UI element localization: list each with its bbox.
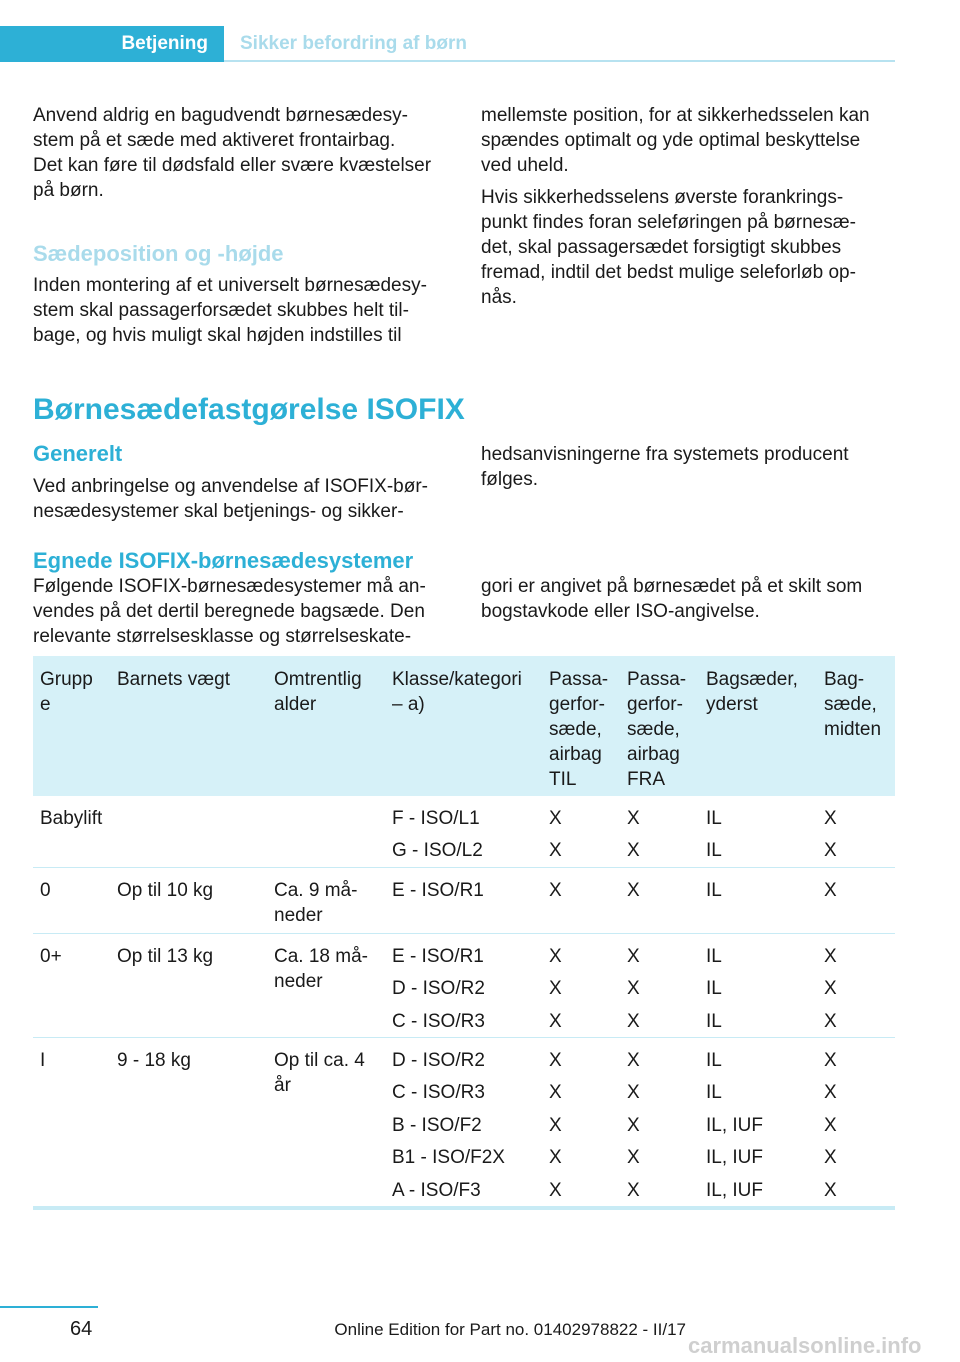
cell-age — [274, 878, 357, 928]
cell-line: X — [824, 1179, 837, 1201]
cell-line: IL — [706, 1010, 722, 1032]
cell-line: IL, IUF — [706, 1147, 764, 1169]
cell-line: D - ISO/R2 — [392, 1050, 485, 1071]
text-line: Inden montering af et universelt børnesædesy- — [33, 275, 427, 296]
header-line: – a) — [392, 694, 425, 715]
text-line: Anvend aldrig en bagudvendt børnesædesy- — [33, 105, 408, 126]
header-line: sæde, — [824, 694, 877, 715]
cell-front-off — [627, 944, 640, 1041]
suitable-systems-paragraph-cont — [481, 574, 896, 624]
cell-line: X — [549, 1010, 562, 1032]
cell-line: B - ISO/F2 — [392, 1114, 482, 1136]
cell-line: D - ISO/R2 — [392, 978, 485, 1000]
cell-line: X — [549, 808, 562, 829]
table-header — [33, 656, 895, 796]
cell-line: IL, IUF — [706, 1179, 764, 1201]
text-line: gori er angivet på børnesædet på et skilt som — [481, 576, 863, 597]
general-heading: Generelt — [33, 441, 123, 466]
site-watermark: carmanualsonline.info — [688, 1333, 922, 1358]
cell-line: X — [627, 1114, 640, 1136]
header-line: airbag — [627, 744, 680, 765]
header-line: Passa- — [627, 669, 687, 690]
text-line: bogstavkode eller ISO-angivelse. — [481, 601, 760, 622]
general-paragraph-cont — [481, 442, 896, 492]
text-line: følges. — [481, 469, 539, 490]
header-age — [274, 667, 362, 717]
cell-line: Op til ca. 4 — [274, 1050, 365, 1071]
cell-group: 0+ — [40, 946, 62, 967]
footer-rule — [0, 1306, 98, 1308]
isofix-table — [33, 656, 895, 1208]
header-line: Barnets vægt — [117, 669, 230, 690]
cell-weight: Op til 13 kg — [117, 946, 214, 967]
cell-line: X — [824, 1010, 837, 1032]
cell-front-on — [549, 944, 562, 1041]
cell-line: C - ISO/R3 — [392, 1082, 485, 1104]
header-line: Bag- — [824, 669, 865, 690]
header-line: Passa- — [549, 669, 609, 690]
header-front-airbag-on — [549, 667, 608, 792]
header-line: alder — [274, 694, 317, 715]
cell-line: X — [627, 1010, 640, 1032]
cell-rear-middle — [824, 944, 837, 1041]
header-group — [40, 667, 93, 717]
cell-line: A - ISO/F3 — [392, 1179, 481, 1201]
text-line: Ved anbringelse og anvendelse af ISOFIX-bør- — [33, 476, 429, 497]
cell-front-on — [549, 806, 562, 871]
cell-line: X — [627, 808, 640, 829]
text-line: Hvis sikkerhedsselens øverste forankrings- — [481, 187, 844, 208]
cell-age — [274, 944, 368, 994]
header-line: sæde, — [549, 719, 602, 740]
text-line: nesædesystemer skal betjenings- og sikker- — [33, 501, 404, 522]
cell-line: X — [549, 1147, 562, 1169]
header-front-airbag-off — [627, 667, 686, 792]
header-line: e — [40, 694, 51, 715]
cell-line: X — [627, 1147, 640, 1169]
header-line: Omtrentlig — [274, 669, 362, 690]
cell-rear-outer — [706, 944, 722, 1041]
cell-front-off — [627, 1048, 640, 1210]
text-line: relevante størrelsesklasse og størrelseskate- — [33, 626, 412, 647]
cell-line: X — [824, 808, 837, 829]
cell-line: C - ISO/R3 — [392, 1010, 485, 1032]
seat-position-paragraph — [33, 273, 453, 348]
cell-line: X — [824, 1082, 837, 1104]
cell-class — [392, 1048, 505, 1210]
table-row — [33, 868, 895, 934]
cell-line: X — [627, 1082, 640, 1104]
text-line: vendes på det dertil beregnede bagsæde. Den — [33, 601, 425, 622]
text-line: mellemste position, for at sikkerhedsselen kan — [481, 105, 870, 126]
header-line: Bagsæder, — [706, 669, 798, 690]
cell-rear-outer — [706, 806, 722, 871]
header-line: midten — [824, 719, 882, 740]
header-line: FRA — [627, 769, 665, 790]
cell-group: 0 — [40, 880, 51, 901]
cell-line: X — [627, 840, 640, 862]
cell-line: Ca. 9 må- — [274, 880, 358, 901]
header-weight — [117, 667, 230, 692]
cell-line: IL — [706, 978, 722, 1000]
header-line: yderst — [706, 694, 758, 715]
cell-line: neder — [274, 971, 323, 992]
text-line: det, skal passagersædet forsigtigt skubbes — [481, 237, 842, 258]
subsection-title: Sikker befordring af børn — [240, 33, 467, 54]
table-bottom-rule — [33, 1206, 895, 1210]
header-rear-middle — [824, 667, 881, 742]
cell-line: X — [549, 840, 562, 862]
cell-line: X — [627, 1050, 640, 1071]
cell-line: G - ISO/L2 — [392, 840, 483, 862]
text-line: ved uheld. — [481, 155, 569, 176]
cell-group: I — [40, 1050, 46, 1071]
cell-line: X — [549, 1050, 562, 1071]
cell-line: X — [824, 880, 837, 901]
text-line: på børn. — [33, 180, 104, 201]
cell-line: X — [549, 880, 562, 901]
cell-line: X — [824, 1114, 837, 1136]
cell-line: IL, IUF — [706, 1114, 764, 1136]
seat-position-heading: Sædeposition og -højde — [33, 241, 284, 266]
cell-line: F - ISO/L1 — [392, 808, 480, 829]
cell-line: X — [627, 1179, 640, 1201]
cell-line: IL — [706, 1082, 722, 1104]
cell-line: IL — [706, 946, 722, 967]
header-line: airbag — [549, 744, 602, 765]
text-line: Det kan føre til dødsfald eller svære kvæstelser — [33, 155, 432, 176]
cell-class — [392, 944, 485, 1041]
text-line: fremad, indtil det bedst mulige seleforløb op- — [481, 262, 856, 283]
cell-group: Babylift — [40, 808, 103, 829]
cell-line: Ca. 18 må- — [274, 946, 368, 967]
cell-line: X — [549, 946, 562, 967]
page-number: 64 — [70, 1318, 93, 1340]
cell-line: neder — [274, 905, 323, 926]
cell-weight: 9 - 18 kg — [117, 1050, 191, 1071]
cell-line: år — [274, 1075, 291, 1096]
table-row — [33, 796, 895, 868]
edition-note: Online Edition for Part no. 01402978822 - II/17 — [334, 1320, 686, 1339]
suitable-systems-heading: Egnede ISOFIX-børnesædesystemer — [33, 548, 414, 573]
cell-weight: Op til 10 kg — [117, 880, 214, 901]
cell-line: IL — [706, 840, 722, 862]
header-line: TIL — [549, 769, 577, 790]
running-header — [0, 26, 895, 62]
text-line: stem skal passagerforsædet skubbes helt til- — [33, 300, 409, 321]
cell-line: X — [549, 1179, 562, 1201]
cell-rear-outer — [706, 878, 722, 910]
header-class — [392, 667, 522, 717]
cell-class — [392, 806, 483, 871]
header-rear-outer — [706, 667, 798, 717]
cell-line: X — [549, 978, 562, 1000]
belt-position-paragraph — [481, 103, 896, 178]
warning-paragraph — [33, 103, 453, 203]
cell-line: X — [549, 1114, 562, 1136]
cell-rear-outer — [706, 1048, 763, 1210]
cell-line: E - ISO/R1 — [392, 880, 484, 901]
section-tab: Betjening — [0, 26, 224, 62]
header-line: Grupp — [40, 669, 93, 690]
cell-class — [392, 878, 484, 910]
cell-line: IL — [706, 1050, 722, 1071]
cell-front-off — [627, 878, 640, 910]
isofix-title: Børnesædefastgørelse ISOFIX — [33, 393, 465, 426]
cell-line: B1 - ISO/F2X — [392, 1147, 505, 1169]
header-line: Klasse/kategori — [392, 669, 522, 690]
cell-front-on — [549, 878, 562, 910]
cell-front-on — [549, 1048, 562, 1210]
cell-age — [274, 1048, 365, 1098]
general-paragraph — [33, 474, 453, 524]
cell-line: X — [627, 880, 640, 901]
header-line: sæde, — [627, 719, 680, 740]
text-line: bage, og hvis muligt skal højden indstilles til — [33, 325, 402, 346]
text-line: punkt findes foran seleføringen på børnesæ- — [481, 212, 856, 233]
header-line: gerfor- — [627, 694, 683, 715]
suitable-systems-paragraph — [33, 574, 453, 649]
header-line: gerfor- — [549, 694, 605, 715]
cell-rear-middle — [824, 878, 837, 910]
text-line: stem på et sæde med aktiveret frontairbag. — [33, 130, 396, 151]
cell-line: X — [549, 1082, 562, 1104]
cell-rear-middle — [824, 1048, 837, 1210]
cell-line: IL — [706, 880, 722, 901]
table-row — [33, 1038, 895, 1208]
anchor-point-paragraph — [481, 185, 896, 310]
cell-line: E - ISO/R1 — [392, 946, 484, 967]
cell-front-off — [627, 806, 640, 871]
cell-line: X — [824, 1147, 837, 1169]
header-rule — [224, 60, 895, 62]
text-line: nås. — [481, 287, 517, 308]
cell-line: X — [627, 978, 640, 1000]
cell-rear-middle — [824, 806, 837, 871]
table-row — [33, 934, 895, 1038]
cell-line: IL — [706, 808, 722, 829]
cell-line: X — [824, 840, 837, 862]
text-line: hedsanvisningerne fra systemets producent — [481, 444, 849, 465]
text-line: spændes optimalt og yde optimal beskyttelse — [481, 130, 861, 151]
text-line: Følgende ISOFIX-børnesædesystemer må an- — [33, 576, 426, 597]
cell-line: X — [824, 1050, 837, 1071]
cell-line: X — [824, 946, 837, 967]
cell-line: X — [824, 978, 837, 1000]
cell-line: X — [627, 946, 640, 967]
